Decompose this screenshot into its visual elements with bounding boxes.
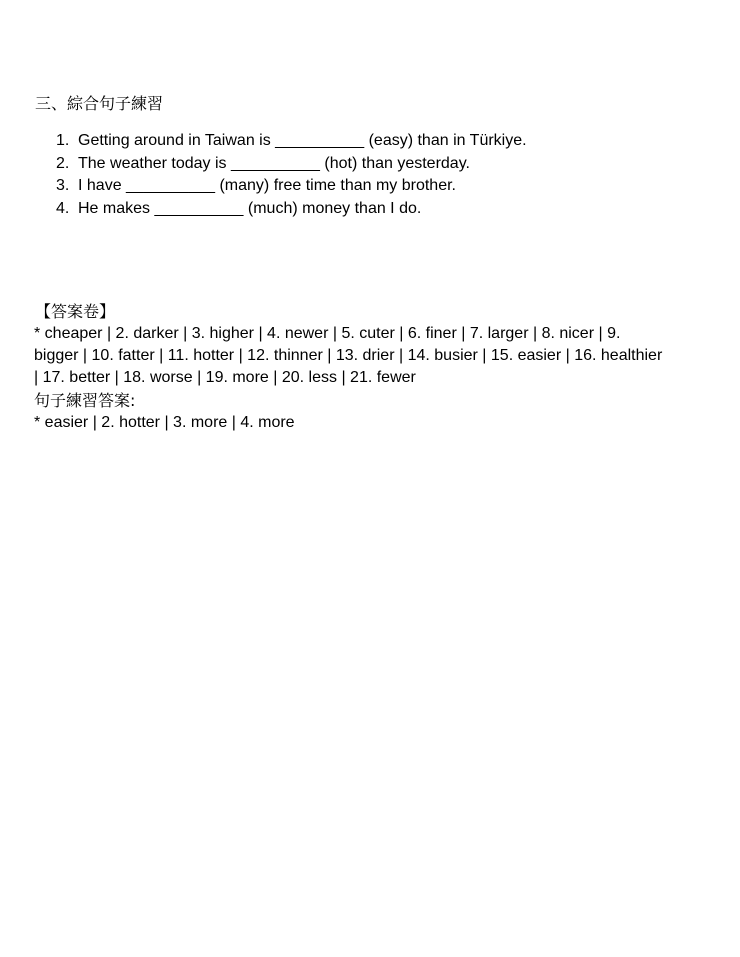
- answer-key-line-3: | 17. better | 18. worse | 19. more | 20. less | 21. fewer: [34, 369, 416, 386]
- exercise-text: I have __________ (many) free time than my brother.: [78, 177, 456, 194]
- exercise-number: 2.: [56, 154, 70, 172]
- exercise-item-1: [56, 130, 527, 153]
- answer-key-line-2: bigger | 10. fatter | 11. hotter | 12. thinner | 13. drier | 14. busier | 15. easier | 16. healthier: [34, 347, 663, 364]
- exercise-item-3: [56, 175, 527, 198]
- sentence-answers-title: 句子練習答案:: [34, 391, 136, 410]
- exercise-number: 4.: [56, 199, 70, 217]
- exercise-item-4: [56, 198, 527, 221]
- answer-key-line-1: * cheaper | 2. darker | 3. higher | 4. newer | 5. cuter | 6. finer | 7. larger | 8. nicer | 9.: [34, 325, 621, 342]
- exercise-number: 1.: [56, 132, 70, 149]
- exercise-text: The weather today is __________ (hot) than yesterday.: [78, 154, 470, 172]
- section-title: 三、綜合句子練習: [35, 94, 164, 113]
- exercise-text: Getting around in Taiwan is __________ (easy) than in Türkiye.: [78, 132, 527, 149]
- exercise-item-2: [56, 153, 527, 176]
- sentence-answers: * easier | 2. hotter | 3. more | 4. more: [34, 414, 295, 431]
- exercise-list: [56, 130, 527, 220]
- answer-key-title: 【答案卷】: [35, 302, 116, 321]
- exercise-text: He makes __________ (much) money than I do.: [78, 199, 422, 217]
- exercise-number: 3.: [56, 177, 70, 194]
